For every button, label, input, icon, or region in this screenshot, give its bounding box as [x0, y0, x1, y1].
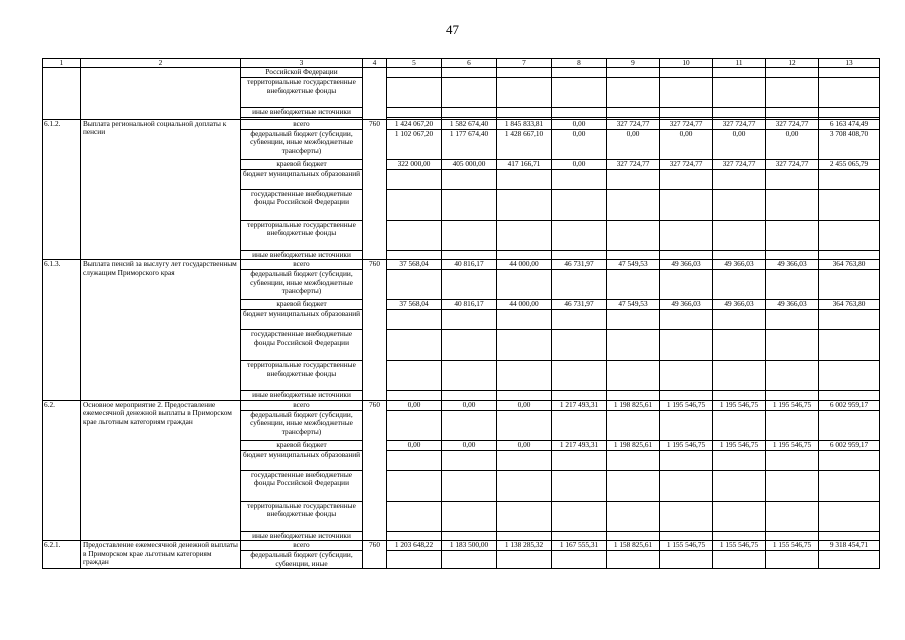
value-cell: 49 366,03 — [766, 300, 819, 310]
value-cell — [387, 270, 442, 300]
value-cell: 49 366,03 — [660, 260, 713, 270]
value-cell — [387, 220, 442, 250]
value-cell: 49 366,03 — [713, 300, 766, 310]
value-cell — [607, 391, 660, 400]
value-cell — [766, 250, 819, 259]
value-cell: 0,00 — [442, 440, 497, 450]
value-cell — [442, 330, 497, 361]
source-cell: иные внебюджетные источники — [241, 108, 363, 117]
page-number: 47 — [446, 22, 459, 37]
budget-table — [42, 58, 880, 569]
value-cell — [713, 189, 766, 220]
value-cell — [442, 501, 497, 531]
value-cell — [819, 189, 880, 220]
value-cell: 1 582 674,40 — [442, 119, 497, 129]
value-cell — [552, 361, 607, 391]
value-cell — [660, 250, 713, 259]
value-cell: 44 000,00 — [497, 260, 552, 270]
value-cell — [442, 310, 497, 330]
value-cell: 1 155 546,75 — [713, 541, 766, 551]
value-cell — [660, 169, 713, 189]
value-cell: 327 724,77 — [607, 159, 660, 169]
column-number-header: 12 — [766, 59, 819, 68]
value-cell — [387, 68, 442, 78]
value-cell — [660, 189, 713, 220]
value-cell: 44 000,00 — [497, 300, 552, 310]
value-cell: 327 724,77 — [607, 119, 660, 129]
value-cell: 0,00 — [713, 129, 766, 159]
value-cell — [713, 531, 766, 540]
value-cell — [766, 391, 819, 400]
value-cell — [819, 250, 880, 259]
value-cell — [713, 270, 766, 300]
column-number-header: 10 — [660, 59, 713, 68]
value-cell — [766, 410, 819, 440]
value-cell — [766, 450, 819, 470]
value-cell — [497, 189, 552, 220]
value-cell — [387, 189, 442, 220]
value-cell: 1 424 067,20 — [387, 119, 442, 129]
value-cell — [497, 330, 552, 361]
value-cell — [497, 361, 552, 391]
value-cell — [819, 501, 880, 531]
value-cell — [497, 169, 552, 189]
col4-cell: 760 — [363, 260, 387, 400]
value-cell: 47 549,53 — [607, 300, 660, 310]
column-number-header: 11 — [713, 59, 766, 68]
value-cell: 1 217 493,31 — [552, 400, 607, 410]
value-cell — [660, 68, 713, 78]
value-cell — [442, 108, 497, 117]
value-cell: 40 816,17 — [442, 300, 497, 310]
value-cell — [387, 531, 442, 540]
value-cell — [713, 410, 766, 440]
section-code: 6.2. — [43, 400, 81, 540]
value-cell — [442, 220, 497, 250]
value-cell: 1 155 546,75 — [766, 541, 819, 551]
value-cell — [387, 310, 442, 330]
value-cell — [497, 391, 552, 400]
value-cell: 327 724,77 — [660, 159, 713, 169]
value-cell — [442, 410, 497, 440]
value-cell — [552, 108, 607, 117]
value-cell — [819, 310, 880, 330]
value-cell — [387, 391, 442, 400]
value-cell — [607, 410, 660, 440]
value-cell: 1 195 546,75 — [660, 400, 713, 410]
column-number-header: 5 — [387, 59, 442, 68]
value-cell — [607, 551, 660, 569]
value-cell — [552, 78, 607, 108]
value-cell — [607, 450, 660, 470]
section-name: Выплата региональной социальной доплаты к пенсии — [81, 119, 241, 259]
value-cell — [819, 169, 880, 189]
value-cell — [713, 108, 766, 117]
source-cell: федеральный бюджет (субсидии, субвенции, иные межбюджетные трансферты) — [241, 410, 363, 440]
value-cell — [552, 68, 607, 78]
value-cell — [387, 108, 442, 117]
value-cell: 9 318 454,71 — [819, 541, 880, 551]
value-cell — [552, 470, 607, 501]
value-cell — [497, 501, 552, 531]
value-cell — [713, 450, 766, 470]
value-cell — [660, 330, 713, 361]
value-cell — [766, 361, 819, 391]
column-number-header: 4 — [363, 59, 387, 68]
value-cell: 0,00 — [387, 400, 442, 410]
value-cell: 327 724,77 — [766, 119, 819, 129]
value-cell — [660, 108, 713, 117]
value-cell — [552, 310, 607, 330]
value-cell: 3 708 408,70 — [819, 129, 880, 159]
value-cell — [607, 501, 660, 531]
value-cell — [607, 361, 660, 391]
value-cell — [713, 220, 766, 250]
value-cell — [660, 361, 713, 391]
header-row — [43, 59, 880, 68]
source-cell: государственные внебюджетные фонды Российской Федерации — [241, 330, 363, 361]
value-cell — [766, 270, 819, 300]
value-cell: 46 731,97 — [552, 300, 607, 310]
value-cell: 2 455 065,79 — [819, 159, 880, 169]
value-cell: 1 102 067,20 — [387, 129, 442, 159]
value-cell — [442, 78, 497, 108]
section-name: Выплата пенсий за выслугу лет государственным служащим Приморского края — [81, 260, 241, 400]
value-cell — [819, 551, 880, 569]
value-cell — [442, 470, 497, 501]
value-cell — [442, 551, 497, 569]
source-cell: территориальные государственные внебюджетные фонды — [241, 220, 363, 250]
value-cell — [552, 391, 607, 400]
source-cell: Российской Федерации — [241, 68, 363, 78]
value-cell — [607, 310, 660, 330]
value-cell: 0,00 — [552, 129, 607, 159]
section-name: Предоставление ежемесячной денежной выплаты в Приморском крае льготным категориям граждан — [81, 541, 241, 569]
value-cell: 1 158 825,61 — [607, 541, 660, 551]
column-number-header: 13 — [819, 59, 880, 68]
value-cell: 37 568,04 — [387, 260, 442, 270]
value-cell — [660, 531, 713, 540]
value-cell — [819, 270, 880, 300]
value-cell — [819, 410, 880, 440]
column-number-header: 3 — [241, 59, 363, 68]
value-cell — [552, 410, 607, 440]
value-cell — [766, 470, 819, 501]
source-cell: иные внебюджетные источники — [241, 250, 363, 259]
column-number-header: 2 — [81, 59, 241, 68]
value-cell — [766, 551, 819, 569]
table-row — [43, 119, 880, 129]
value-cell — [660, 470, 713, 501]
value-cell — [442, 250, 497, 259]
value-cell: 1 183 500,00 — [442, 541, 497, 551]
value-cell: 1 138 285,32 — [497, 541, 552, 551]
value-cell: 47 549,53 — [607, 260, 660, 270]
value-cell — [442, 531, 497, 540]
value-cell — [497, 220, 552, 250]
section-code: 6.1.2. — [43, 119, 81, 259]
value-cell — [607, 108, 660, 117]
value-cell — [819, 361, 880, 391]
value-cell: 49 366,03 — [660, 300, 713, 310]
value-cell — [607, 169, 660, 189]
value-cell: 37 568,04 — [387, 300, 442, 310]
value-cell — [387, 250, 442, 259]
value-cell — [497, 250, 552, 259]
value-cell — [387, 78, 442, 108]
value-cell — [442, 391, 497, 400]
value-cell — [660, 410, 713, 440]
source-cell: краевой бюджет — [241, 159, 363, 169]
section-code: 6.2.1. — [43, 541, 81, 569]
source-cell: федеральный бюджет (субсидии, субвенции, иные — [241, 551, 363, 569]
value-cell: 417 166,71 — [497, 159, 552, 169]
value-cell — [497, 450, 552, 470]
source-cell: федеральный бюджет (субсидии, субвенции, иные межбюджетные трансферты) — [241, 270, 363, 300]
value-cell — [387, 501, 442, 531]
value-cell — [713, 551, 766, 569]
value-cell: 0,00 — [497, 400, 552, 410]
value-cell — [660, 310, 713, 330]
value-cell — [442, 169, 497, 189]
source-cell: бюджет муниципальных образований — [241, 169, 363, 189]
value-cell: 1 203 648,22 — [387, 541, 442, 551]
value-cell — [660, 501, 713, 531]
source-cell: бюджет муниципальных образований — [241, 310, 363, 330]
source-cell: всего — [241, 400, 363, 410]
value-cell — [442, 361, 497, 391]
col4-cell: 760 — [363, 119, 387, 259]
source-cell: всего — [241, 541, 363, 551]
value-cell — [497, 108, 552, 117]
value-cell — [713, 310, 766, 330]
source-cell: всего — [241, 119, 363, 129]
source-cell: бюджет муниципальных образований — [241, 450, 363, 470]
value-cell: 0,00 — [497, 440, 552, 450]
value-cell — [552, 450, 607, 470]
value-cell: 6 002 959,17 — [819, 400, 880, 410]
value-cell — [387, 410, 442, 440]
value-cell — [497, 470, 552, 501]
value-cell — [607, 330, 660, 361]
value-cell — [660, 450, 713, 470]
value-cell — [660, 78, 713, 108]
value-cell: 46 731,97 — [552, 260, 607, 270]
value-cell — [497, 68, 552, 78]
value-cell — [387, 551, 442, 569]
value-cell — [497, 310, 552, 330]
column-number-header: 8 — [552, 59, 607, 68]
column-number-header: 7 — [497, 59, 552, 68]
value-cell: 322 000,00 — [387, 159, 442, 169]
value-cell — [660, 391, 713, 400]
value-cell — [766, 310, 819, 330]
value-cell: 1 167 555,31 — [552, 541, 607, 551]
column-number-header: 9 — [607, 59, 660, 68]
value-cell — [497, 270, 552, 300]
value-cell: 1 195 546,75 — [766, 400, 819, 410]
value-cell — [607, 470, 660, 501]
value-cell: 364 763,80 — [819, 260, 880, 270]
value-cell: 1 177 674,40 — [442, 129, 497, 159]
value-cell — [660, 270, 713, 300]
col4-cell: 760 — [363, 400, 387, 540]
value-cell — [387, 330, 442, 361]
value-cell — [713, 501, 766, 531]
source-cell: иные внебюджетные источники — [241, 391, 363, 400]
value-cell: 0,00 — [607, 129, 660, 159]
value-cell — [497, 78, 552, 108]
value-cell — [819, 470, 880, 501]
source-cell: всего — [241, 260, 363, 270]
value-cell — [387, 361, 442, 391]
table-row — [43, 400, 880, 410]
value-cell: 0,00 — [387, 440, 442, 450]
value-cell — [713, 391, 766, 400]
col4-cell — [363, 68, 387, 119]
value-cell: 0,00 — [766, 129, 819, 159]
value-cell: 0,00 — [660, 129, 713, 159]
value-cell — [766, 68, 819, 78]
value-cell: 49 366,03 — [713, 260, 766, 270]
source-cell: федеральный бюджет (субсидии, субвенции, иные межбюджетные трансферты) — [241, 129, 363, 159]
value-cell — [713, 68, 766, 78]
value-cell — [552, 330, 607, 361]
source-cell: государственные внебюджетные фонды Российской Федерации — [241, 470, 363, 501]
value-cell: 327 724,77 — [660, 119, 713, 129]
value-cell — [660, 220, 713, 250]
value-cell — [607, 78, 660, 108]
table-row — [43, 541, 880, 551]
value-cell — [766, 108, 819, 117]
source-cell: государственные внебюджетные фонды Российской Федерации — [241, 189, 363, 220]
description-cell — [81, 68, 241, 119]
value-cell: 40 816,17 — [442, 260, 497, 270]
table-row — [43, 68, 880, 78]
value-cell — [607, 250, 660, 259]
value-cell — [607, 531, 660, 540]
value-cell — [552, 551, 607, 569]
col4-cell: 760 — [363, 541, 387, 569]
value-cell: 327 724,77 — [766, 159, 819, 169]
value-cell — [387, 169, 442, 189]
source-cell: краевой бюджет — [241, 300, 363, 310]
source-cell: территориальные государственные внебюджетные фонды — [241, 361, 363, 391]
value-cell — [713, 78, 766, 108]
value-cell — [766, 531, 819, 540]
value-cell — [713, 330, 766, 361]
value-cell — [552, 501, 607, 531]
value-cell: 0,00 — [442, 400, 497, 410]
value-cell: 1 198 825,61 — [607, 400, 660, 410]
value-cell — [552, 250, 607, 259]
table-row — [43, 260, 880, 270]
source-cell: территориальные государственные внебюджетные фонды — [241, 78, 363, 108]
value-cell — [819, 220, 880, 250]
value-cell: 327 724,77 — [713, 119, 766, 129]
value-cell — [607, 270, 660, 300]
value-cell — [442, 450, 497, 470]
value-cell — [766, 169, 819, 189]
value-cell — [387, 450, 442, 470]
value-cell — [819, 78, 880, 108]
value-cell — [766, 189, 819, 220]
value-cell — [497, 410, 552, 440]
value-cell — [766, 330, 819, 361]
value-cell — [497, 531, 552, 540]
value-cell: 1 155 546,75 — [660, 541, 713, 551]
value-cell — [607, 68, 660, 78]
value-cell — [442, 270, 497, 300]
value-cell — [819, 330, 880, 361]
value-cell — [442, 68, 497, 78]
value-cell — [713, 250, 766, 259]
value-cell — [607, 220, 660, 250]
value-cell — [819, 391, 880, 400]
value-cell: 405 000,00 — [442, 159, 497, 169]
value-cell — [387, 470, 442, 501]
section-code: 6.1.3. — [43, 260, 81, 400]
value-cell — [552, 169, 607, 189]
value-cell — [607, 189, 660, 220]
code-cell — [43, 68, 81, 119]
value-cell: 1 217 493,31 — [552, 440, 607, 450]
value-cell: 1 195 546,75 — [660, 440, 713, 450]
value-cell — [766, 78, 819, 108]
value-cell — [819, 531, 880, 540]
value-cell — [497, 551, 552, 569]
value-cell — [552, 531, 607, 540]
value-cell — [713, 361, 766, 391]
value-cell — [713, 169, 766, 189]
value-cell: 0,00 — [552, 119, 607, 129]
source-cell: иные внебюджетные источники — [241, 531, 363, 540]
value-cell: 364 763,80 — [819, 300, 880, 310]
value-cell: 1 195 546,75 — [713, 440, 766, 450]
source-cell: территориальные государственные внебюджетные фонды — [241, 501, 363, 531]
section-name: Основное мероприятие 2. Предоставление ежемесячной денежной выплаты в Приморском крае льготным категориям граждан — [81, 400, 241, 540]
value-cell — [819, 108, 880, 117]
value-cell — [660, 551, 713, 569]
source-cell: краевой бюджет — [241, 440, 363, 450]
value-cell: 1 845 833,81 — [497, 119, 552, 129]
value-cell: 0,00 — [552, 159, 607, 169]
value-cell — [552, 189, 607, 220]
value-cell — [766, 220, 819, 250]
value-cell — [552, 220, 607, 250]
value-cell: 49 366,03 — [766, 260, 819, 270]
value-cell: 327 724,77 — [713, 159, 766, 169]
value-cell — [442, 189, 497, 220]
value-cell: 6 002 959,17 — [819, 440, 880, 450]
value-cell — [819, 68, 880, 78]
value-cell — [819, 450, 880, 470]
column-number-header: 1 — [43, 59, 81, 68]
value-cell — [552, 270, 607, 300]
value-cell: 1 198 825,61 — [607, 440, 660, 450]
value-cell: 6 163 474,49 — [819, 119, 880, 129]
value-cell: 1 195 546,75 — [713, 400, 766, 410]
value-cell — [766, 501, 819, 531]
column-number-header: 6 — [442, 59, 497, 68]
value-cell: 1 195 546,75 — [766, 440, 819, 450]
value-cell: 1 428 667,10 — [497, 129, 552, 159]
value-cell — [713, 470, 766, 501]
